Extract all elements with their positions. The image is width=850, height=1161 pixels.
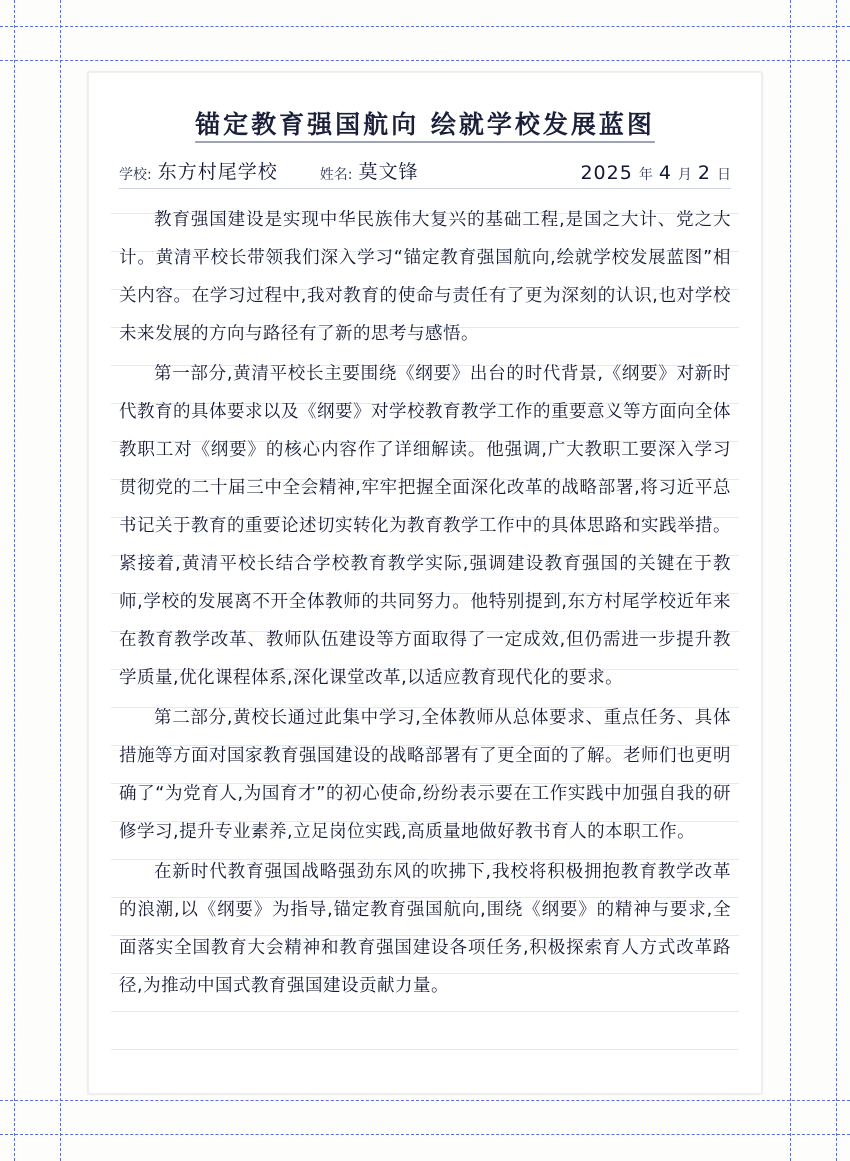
page-title: 锚定教育强国航向 绘就学校发展蓝图 (195, 110, 655, 139)
crop-guide-vertical-left-inner (60, 0, 61, 1161)
paper-sheet (88, 72, 762, 1094)
document-body (119, 201, 731, 1005)
name-label: 姓名: (319, 167, 353, 183)
paragraph: 教育强国建设是实现中华民族伟大复兴的基础工程,是国之大计、党之大计。黄清平校长带领我们深入学习“锚定教育强国航向,绘就学校发展蓝图”相关内容。在学习过程中,我对教育的使命与责任有了更为深刻的认识,也对学校未来发展的方向与路径有了新的思考与感悟。 (119, 210, 731, 344)
crop-guide-vertical-right-inner (790, 0, 791, 1161)
date-day-unit: 日 (717, 167, 731, 183)
date-day-value: 2 (697, 162, 711, 184)
paragraph: 第二部分,黄校长通过此集中学习,全体教师从总体要求、重点任务、具体措施等方面对国家教育强国建设的战略部署有了更全面的了解。老师们也更明确了“为党育人,为国育才”的初心使命,纷纷表示要在工作实践中加强自我的研修学习,提升专业素养,立足岗位实践,高质量地做好教书育人的本职工作。 (119, 708, 731, 842)
crop-guide-horizontal-bottom-inner (0, 1100, 850, 1101)
school-value: 东方村尾学校 (157, 161, 278, 183)
crop-guide-horizontal-bottom-outer (0, 1134, 850, 1135)
crop-guide-vertical-left-outer (14, 0, 15, 1161)
crop-guide-horizontal-top-inner (0, 60, 850, 61)
date-month-value: 4 (658, 162, 672, 184)
paragraph: 第一部分,黄清平校长主要围绕《纲要》出台的时代背景,《纲要》对新时代教育的具体要求以及《纲要》对学校教育教学工作的重要意义等方面向全体教职工对《纲要》的核心内容作了详细解读。他强调,广大教职工要深入学习贯彻党的二十届三中全会精神,牢牢把握全面深化改革的战略部署,将习近平总书记关于教育的重要论述切实转化为教育教学工作中的具体思路和实践举措。紧接着,黄清平校长结合学校教育教学实际,强调建设教育强国的关键在于教师,学校的发展离不开全体教师的共同努力。他特别提到,东方村尾学校近年来在教育教学改革、教师队伍建设等方面取得了一定成效,但仍需进一步提升教学质量,优化课程体系,深化课堂改革,以适应教育现代化的要求。 (119, 364, 731, 688)
metadata-row (119, 157, 731, 189)
name-value: 莫文锋 (358, 161, 419, 183)
school-label: 学校: (119, 167, 152, 183)
crop-guide-vertical-right-outer (836, 0, 837, 1161)
date-year-unit: 年 (638, 167, 653, 183)
date-month-unit: 月 (677, 167, 692, 183)
date-year-value: 2025 (580, 162, 633, 184)
document-content (89, 73, 761, 1093)
paragraph: 在新时代教育强国战略强劲东风的吹拂下,我校将积极拥抱教育教学改革的浪潮,以《纲要》为指导,锚定教育强国航向,围绕《纲要》的精神与要求,全面落实全国教育大会精神和教育强国建设各项任务,积极探索育人方式改革路径,为推动中国式教育强国建设贡献力量。 (119, 862, 731, 996)
page-bottom-space (119, 1007, 731, 1017)
crop-guide-horizontal-top-outer (0, 26, 850, 27)
